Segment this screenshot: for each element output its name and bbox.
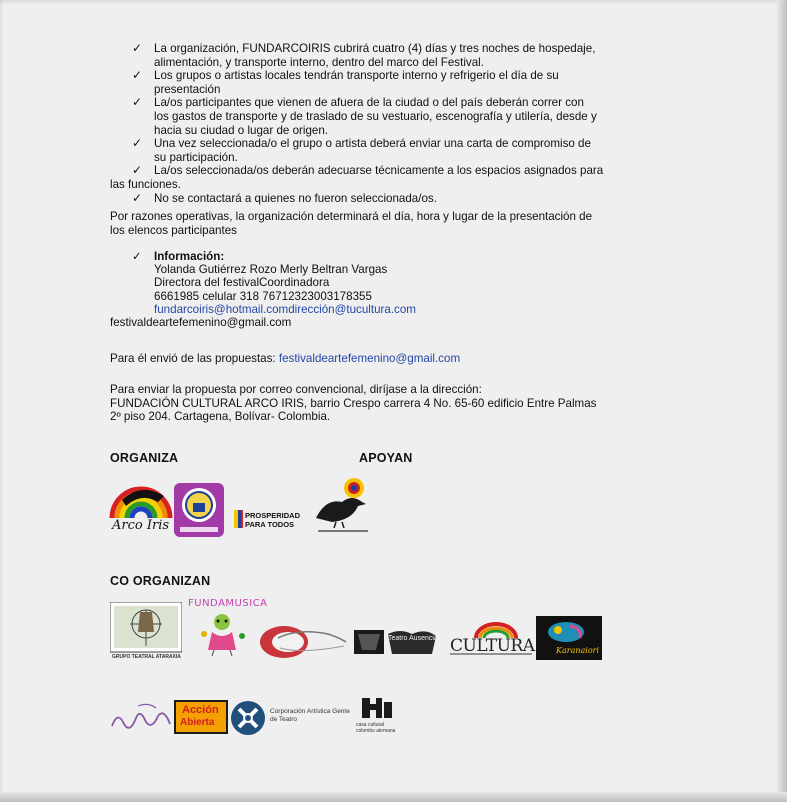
list-item [110, 69, 716, 96]
checkmark-icon: ✓ [132, 41, 143, 55]
teatro-ausencia-logo [352, 624, 438, 660]
karanaiori-logo [536, 616, 602, 660]
list-item-text: Los grupos o artistas locales tendrán transporte interno y refrigerio el día de su [154, 69, 559, 83]
prosperidad-text-1: PROSPERIDAD [245, 511, 301, 520]
list-item-text: alimentación, y transporte interno, dentro del marco del Festival. [154, 55, 484, 69]
info-heading: Información: [154, 250, 225, 263]
checkmark-icon: ✓ [132, 163, 143, 178]
info-phones: 6661985 celular 318 76712323003178355 [154, 289, 372, 303]
checkmark-icon: ✓ [132, 190, 143, 205]
casa-cultural-logo [352, 694, 402, 738]
list-item [110, 42, 716, 69]
karanaiori-caption: Karanaiori [556, 646, 600, 655]
list-item-text: presentación [154, 82, 221, 96]
cursive-signature-logo [108, 700, 174, 736]
info-email-link[interactable]: fundarcoiris@hotmail.comdirección@tucultura.com [154, 302, 416, 316]
list-item-text: No se contactará a quienes no fueron seleccionada/os. [154, 191, 437, 205]
gobierno-seal-logo [174, 483, 224, 537]
paragraph-line: Para enviar la propuesta por correo convencional, diríjase a la dirección: [110, 383, 482, 396]
abierta-caption: Abierta [180, 717, 215, 728]
info-email-secondary: festivaldeartefemenino@gmail.com [110, 316, 292, 330]
list-item-text: las funciones. [110, 177, 181, 191]
list-item [110, 164, 716, 191]
list-item-text: los gastos de transporte y de traslado de su vestuario, escenografía y utilería, desde y [154, 109, 597, 123]
gente-teatro-emblem [230, 700, 266, 736]
page-edge-shadow [777, 0, 787, 802]
envio-email-link[interactable]: festivaldeartefemenino@gmail.com [278, 352, 461, 365]
paragraph-line: los elencos participantes [110, 223, 237, 237]
info-block [110, 250, 730, 329]
list-item [110, 96, 716, 137]
list-item [110, 137, 716, 164]
grupo-teatral-logo [110, 602, 182, 660]
checkmark-icon: ✓ [132, 68, 143, 83]
section-organiza: ORGANIZA [110, 451, 179, 465]
paragraph-line: FUNDACIÓN CULTURAL ARCO IRIS, barrio Crespo carrera 4 No. 65-60 edificio Entre Palmas [110, 396, 597, 410]
info-names: Yolanda Gutiérrez Rozo Merly Beltran Vargas [154, 263, 388, 277]
list-item-text: hacia su ciudad o lugar de origen. [154, 123, 329, 137]
section-apoyan: APOYAN [359, 451, 413, 465]
list-item-text: Una vez seleccionada/o el grupo o artista deberá enviar una carta de compromiso de [154, 137, 591, 151]
fundamusica-caption: FUNDAMUSICA [188, 598, 268, 609]
checkmark-icon: ✓ [132, 95, 143, 110]
list-item [110, 192, 716, 206]
info-roles: Directora del festivalCoordinadora [154, 276, 330, 290]
list-item-text: La/os participantes que vienen de afuera de la ciudad o del país deberán correr con [154, 96, 584, 110]
paragraph-line: 2º piso 204. Cartagena, Bolívar- Colombia. [110, 410, 331, 424]
checkmark-icon: ✓ [132, 136, 143, 151]
postal-paragraph [110, 383, 730, 424]
grupo-teatral-caption: GRUPO TEATRAL ATARAXIA [112, 654, 181, 660]
conditions-list [110, 42, 716, 205]
list-item-text: La/os seleccionada/os deberán adecuarse técnicamente a los espacios asignados para [154, 164, 604, 178]
prosperidad-logo [234, 507, 308, 531]
accion-abierta-logo [174, 700, 228, 734]
arco-iris-logo [108, 480, 174, 538]
casa-logo [258, 624, 350, 660]
paragraph-line: Por razones operativas, la organización determinará el día, hora y lugar de la presentación de [110, 210, 593, 223]
casa-cultural-caption: casa cultural colombo alemana [356, 722, 396, 734]
cultura-caption: CULTURA [450, 636, 535, 656]
envio-label: Para él envió de las propuestas: [110, 352, 279, 365]
info-heading-row [110, 250, 730, 263]
operativas-paragraph [110, 210, 710, 237]
list-item-text: La organización, FUNDARCOIRIS cubrirá cuatro (4) días y tres noches de hospedaje, [154, 42, 596, 55]
accion-caption: Acción [182, 704, 219, 716]
arco-iris-caption: Arco Iris [112, 518, 170, 533]
gente-teatro-caption: Corporación Artística Gente de Teatro [270, 708, 350, 723]
list-item-text: su participación. [154, 150, 238, 164]
section-coorganizan: CO ORGANIZAN [110, 574, 211, 588]
tu-cultura-logo [446, 620, 534, 662]
bird-sun-logo [312, 476, 376, 536]
envio-paragraph [110, 352, 710, 366]
page-edge-shadow-bottom [0, 792, 787, 802]
checkmark-icon: ✓ [132, 250, 142, 263]
teatro-ausencia-caption: Teatro Ausencia [388, 635, 438, 642]
prosperidad-text-2: PARA TODOS [245, 520, 295, 529]
fundamusica-logo [188, 598, 268, 658]
